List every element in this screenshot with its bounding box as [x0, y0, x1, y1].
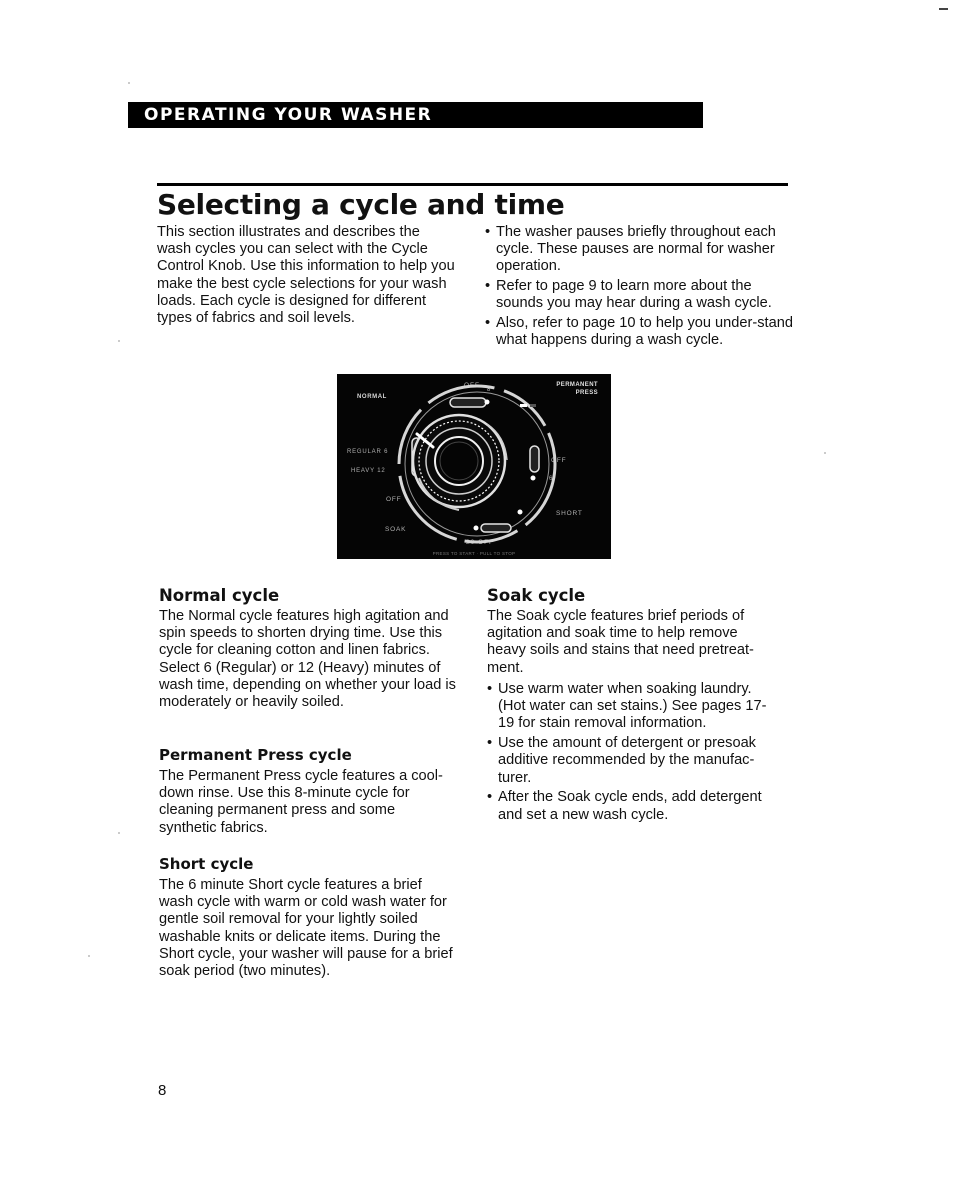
normal-cycle-heading: Normal cycle — [159, 586, 280, 605]
section-banner: OPERATING YOUR WASHER — [128, 102, 703, 128]
soak-bullet: • Use the amount of detergent or presoak additive recommended by the manufac-turer. — [487, 735, 782, 787]
dial-label-off-left: OFF — [386, 496, 402, 503]
scan-speck — [118, 340, 120, 342]
dial-bottom-caption: PRESS TO START · PULL TO STOP — [432, 551, 516, 556]
soak-bullet: • Use warm water when soaking laundry. (Hot water can set stains.) See pages 17-19 for stain removal information. — [487, 681, 782, 733]
short-cycle-heading: Short cycle — [159, 855, 254, 873]
page-number: 8 — [158, 1082, 167, 1099]
cycle-control-knob-illustration — [337, 374, 611, 559]
short-cycle-body: The 6 minute Short cycle features a brief wash cycle with warm or cold wash water for gentle soil removal for your lightly soiled washable knits or delicate items. During the Short cycle, your washer will pause for a brief soak period (two minutes). — [159, 877, 453, 980]
scan-speck — [824, 452, 826, 454]
dial-label-heavy: HEAVY 12 — [351, 468, 386, 474]
dial-label-permanent: PERMANENT — [556, 382, 598, 388]
dial-label-soak: SOAK — [385, 526, 407, 533]
scan-speck — [128, 82, 130, 84]
soak-bullet-list — [487, 681, 782, 826]
page-title: Selecting a cycle and time — [157, 188, 565, 221]
permanent-press-body: The Permanent Press cycle features a cool-down rinse. Use this 8-minute cycle for cleaning permanent press and some synthetic fabrics. — [159, 768, 443, 836]
dial-label-off-right: OFF — [551, 457, 567, 464]
soak-cycle-heading: Soak cycle — [487, 586, 586, 605]
dial-label-normal: NORMAL — [357, 394, 387, 400]
dial-label-short: SHORT — [556, 510, 583, 517]
dial-label-press: PRESS — [575, 390, 598, 396]
cycle-control-knob — [413, 415, 507, 510]
normal-cycle-body: The Normal cycle features high agitation and spin speeds to shorten drying time. Use this cycle for cleaning cotton and linen fabrics. Select 6 (Regular) or 12 (Heavy) minutes of wash time, depending on whether your load is moderately or heavily soiled. — [159, 608, 456, 711]
intro-paragraph: This section illustrates and describes the wash cycles you can select with the Cycle Control Knob. Use this information to help you make the best cycle selections for your wash loads. Each cycle is designed for different types of fabrics and soil levels. — [157, 224, 455, 327]
dial-label-regular: REGULAR 6 — [347, 449, 389, 455]
soak-bullet: • After the Soak cycle ends, add detergent and set a new wash cycle. — [487, 789, 782, 823]
permanent-press-heading: Permanent Press cycle — [159, 746, 352, 764]
scan-speck — [88, 955, 90, 957]
dial-label-six-right: 6 — [549, 476, 553, 482]
soak-cycle-body: The Soak cycle features brief periods of agitation and soak time to help remove heavy soils and stains that need pretreat-ment. — [487, 608, 754, 676]
intro-bullet-list — [485, 224, 795, 352]
dial-label-off-top-number: 8 — [487, 387, 491, 393]
scan-speck — [118, 832, 120, 834]
intro-bullet: • The washer pauses briefly throughout each cycle. These pauses are normal for washer operation. — [485, 224, 795, 276]
intro-bullet: • Also, refer to page 10 to help you under-stand what happens during a wash cycle. — [485, 315, 795, 349]
intro-bullet: • Refer to page 9 to learn more about the sounds you may hear during a wash cycle. — [485, 278, 795, 312]
dial-label-off-top: OFF — [464, 382, 480, 389]
dial-label-twenty-off: 20 OFF — [466, 539, 495, 546]
corner-mark — [939, 8, 948, 10]
